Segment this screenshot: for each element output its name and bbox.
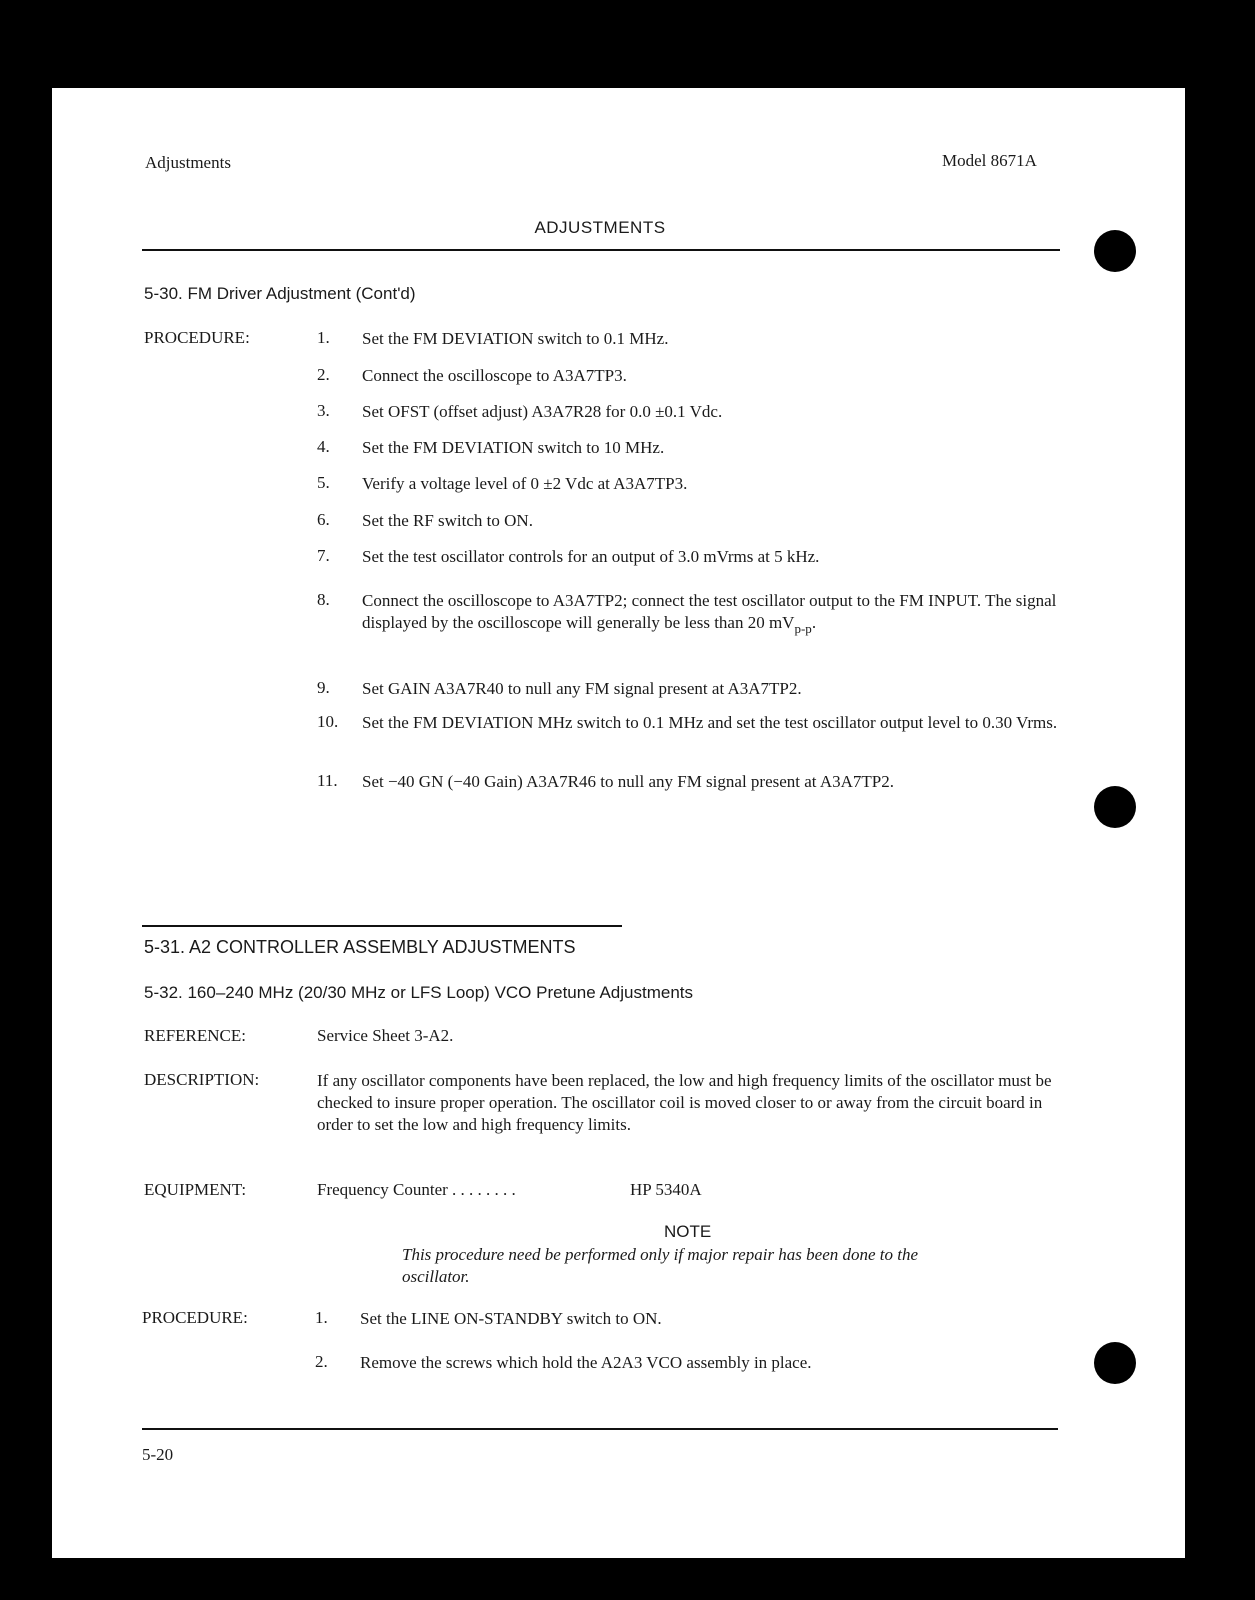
step-number: 1.	[315, 1308, 328, 1327]
equipment-model: HP 5340A	[630, 1180, 702, 1199]
note-text: This procedure need be performed only if major repair has been done to the oscillator.	[402, 1245, 919, 1286]
section-heading-5-32: 5-32. 160–240 MHz (20/30 MHz or LFS Loop) VCO Pretune Adjustments	[144, 983, 693, 1002]
step-number: 9.	[317, 678, 330, 697]
binder-hole	[1094, 786, 1136, 828]
binder-hole	[1094, 230, 1136, 272]
step-text-tail: .	[811, 613, 817, 632]
procedure-steps-5-30	[317, 328, 1097, 798]
step-number: 8.	[317, 590, 330, 609]
step-number: 10.	[317, 712, 339, 731]
step-text: Verify a voltage level of 0 ±2 Vdc at A3A7TP3.	[362, 474, 688, 493]
procedure-label: PROCEDURE:	[144, 328, 250, 347]
reference-label: REFERENCE:	[144, 1026, 247, 1045]
step-text: Set the FM DEVIATION switch to 0.1 MHz.	[362, 329, 669, 348]
note-title: NOTE	[664, 1222, 712, 1241]
step-text-subscript: p-p	[794, 621, 812, 636]
step-number: 5.	[317, 473, 330, 492]
step-number: 2.	[315, 1352, 328, 1371]
step-number: 3.	[317, 401, 330, 420]
step-text: Set the LINE ON-STANDBY switch to ON.	[360, 1309, 662, 1328]
step-text: Set the RF switch to ON.	[362, 511, 533, 530]
section-heading-5-30: 5-30. FM Driver Adjustment (Cont'd)	[144, 284, 416, 303]
step-number: 6.	[317, 510, 330, 529]
title-rule	[142, 249, 1060, 251]
running-header-right: Model 8671A	[942, 151, 1037, 170]
step-text: Set OFST (offset adjust) A3A7R28 for 0.0 ±0.1 Vdc.	[362, 402, 723, 421]
equipment-item: Frequency Counter . . . . . . . .	[317, 1180, 516, 1199]
reference-text: Service Sheet 3-A2.	[317, 1026, 454, 1045]
step-text: Set GAIN A3A7R40 to null any FM signal present at A3A7TP2.	[362, 679, 802, 698]
step-text: Set the FM DEVIATION MHz switch to 0.1 MHz and set the test oscillator output level to 0.30 Vrms.	[362, 713, 1058, 732]
step-text	[362, 590, 1082, 640]
description-label: DESCRIPTION:	[144, 1070, 260, 1089]
description-text: If any oscillator components have been replaced, the low and high frequency limits of the oscillator must be checked to insure proper operation. The oscillator coil is moved closer to or away from the circuit board in order to set the low and high frequency limits.	[317, 1071, 1052, 1134]
equipment-label: EQUIPMENT:	[144, 1180, 247, 1199]
footer-rule	[142, 1428, 1058, 1430]
procedure-label: PROCEDURE:	[142, 1308, 248, 1327]
section-heading-5-31: 5-31. A2 CONTROLLER ASSEMBLY ADJUSTMENTS	[144, 937, 576, 957]
running-header-left: Adjustments	[145, 153, 231, 172]
step-number: 7.	[317, 546, 330, 565]
step-text-main: Connect the oscilloscope to A3A7TP2; connect the test oscillator output to the FM INPUT. The signal displayed by the oscilloscope will generally be less than 20 mV	[362, 591, 1057, 632]
procedure-steps-5-32	[315, 1308, 1095, 1378]
step-number: 4.	[317, 437, 330, 456]
step-text: Set −40 GN (−40 Gain) A3A7R46 to null any FM signal present at A3A7TP2.	[362, 772, 894, 791]
step-text: Set the FM DEVIATION switch to 10 MHz.	[362, 438, 665, 457]
step-text: Set the test oscillator controls for an output of 3.0 mVrms at 5 kHz.	[362, 547, 820, 566]
step-number: 1.	[317, 328, 330, 347]
document-page	[52, 88, 1185, 1558]
page-title: ADJUSTMENTS	[534, 218, 666, 237]
step-number: 2.	[317, 365, 330, 384]
step-text: Remove the screws which hold the A2A3 VCO assembly in place.	[360, 1353, 812, 1372]
page-number: 5-20	[142, 1445, 174, 1464]
section-rule	[142, 925, 622, 927]
step-text: Connect the oscilloscope to A3A7TP3.	[362, 366, 627, 385]
step-number: 11.	[317, 771, 338, 790]
binder-hole	[1094, 1342, 1136, 1384]
